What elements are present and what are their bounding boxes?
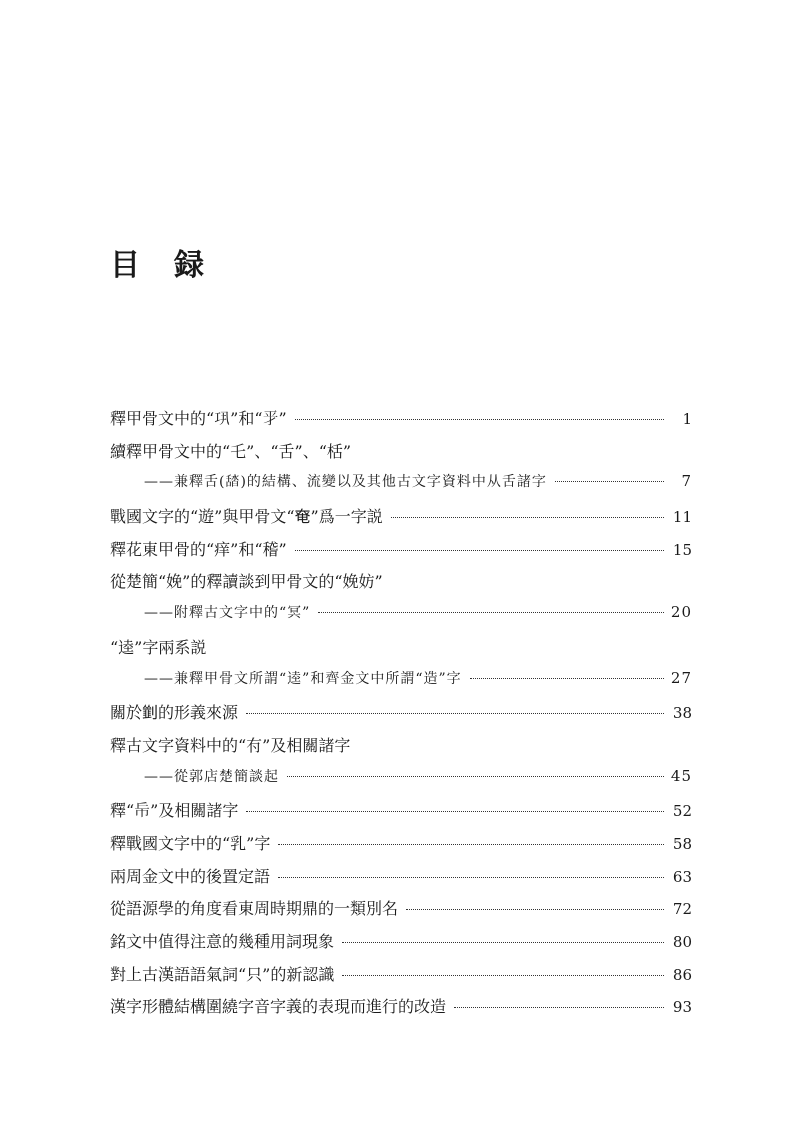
- leader-dots: [246, 811, 664, 812]
- leader-dots: [342, 975, 664, 976]
- toc-entry[interactable]: [110, 504, 692, 537]
- toc-entry-page: 11: [672, 508, 692, 527]
- leader-dots: [454, 1007, 664, 1008]
- toc-entry-title: ——從郭店楚簡談起: [144, 768, 279, 785]
- leader-dots: [342, 942, 664, 943]
- toc-entry-title: 釋古文字資料中的“𠕇”及相關諸字: [110, 735, 351, 755]
- leader-dots: [470, 678, 664, 679]
- toc-entry-title: 關於𠠃的形義來源: [110, 703, 239, 723]
- toc-subentry[interactable]: [110, 602, 692, 635]
- toc-entry-page: 72: [672, 900, 692, 919]
- toc-entry-title: ——兼釋舌(𦧟)的結構、流變以及其他古文字資料中从舌諸字: [144, 474, 547, 491]
- leader-dots: [295, 419, 664, 420]
- toc-entry-page: 15: [672, 540, 692, 559]
- toc-entry-title: 釋花東甲骨的“痒”和“稽”: [110, 539, 287, 559]
- toc-entry[interactable]: [110, 635, 692, 668]
- leader-dots: [406, 909, 664, 910]
- toc-entry-page: 93: [672, 998, 692, 1017]
- toc-entry-page: 45: [670, 766, 692, 785]
- toc-entry-title: 兩周金文中的後置定語: [110, 866, 271, 886]
- toc-entry[interactable]: [110, 896, 692, 929]
- toc-entry-page: 7: [681, 472, 692, 491]
- leader-dots: [295, 550, 664, 551]
- title-char-2: 録: [174, 248, 204, 283]
- toc-entry-page: 86: [672, 965, 692, 984]
- toc-entry-page: 1: [682, 410, 692, 428]
- toc-entry-page: 20: [670, 603, 692, 622]
- toc-entry-title: 從語源學的角度看東周時期鼎的一類別名: [110, 899, 399, 919]
- toc-entry[interactable]: [110, 864, 692, 897]
- toc-entry-title: 釋“𢁹”及相關諸字: [110, 801, 239, 821]
- toc-entry[interactable]: [110, 700, 692, 733]
- toc-entry-title: 釋甲骨文中的“𢀜”和“𢀝”: [110, 409, 287, 428]
- toc-entry-page: 27: [670, 668, 692, 687]
- toc-entry[interactable]: [110, 569, 692, 602]
- toc-subentry[interactable]: [110, 471, 692, 504]
- leader-dots: [555, 481, 664, 482]
- toc-entry[interactable]: [110, 798, 692, 831]
- table-of-contents: [110, 406, 692, 1027]
- toc-entry-page: 38: [672, 704, 692, 723]
- leader-dots: [278, 877, 664, 878]
- toc-entry-title: 戰國文字的“遊”與甲骨文“𡘤”爲一字説: [110, 507, 383, 527]
- leader-dots: [278, 844, 664, 845]
- toc-entry-title: 續釋甲骨文中的“乇”、“舌”、“栝”: [110, 441, 352, 461]
- toc-entry-title: 銘文中值得注意的幾種用詞現象: [110, 932, 335, 951]
- toc-entry[interactable]: [110, 439, 692, 472]
- toc-entry-title: 釋戰國文字中的“乳”字: [110, 833, 271, 853]
- leader-dots: [391, 517, 664, 518]
- toc-entry-page: 58: [672, 834, 692, 853]
- toc-entry-title: ——附釋古文字中的“冥”: [144, 605, 311, 622]
- toc-entry-title: 漢字形體結構圍繞字音字義的表現而進行的改造: [110, 997, 447, 1017]
- toc-entry-title: “逵”字兩系説: [110, 637, 207, 657]
- toc-entry[interactable]: [110, 537, 692, 570]
- toc-entry-page: 63: [672, 867, 692, 886]
- title-char-1: 目: [110, 248, 140, 283]
- toc-entry-page: 80: [672, 933, 692, 951]
- toc-entry[interactable]: [110, 406, 692, 439]
- toc-entry[interactable]: [110, 962, 692, 995]
- toc-entry-title: ——兼釋甲骨文所謂“逵”和齊金文中所謂“造”字: [144, 670, 462, 687]
- toc-entry[interactable]: [110, 929, 692, 962]
- toc-entry-title: 從楚簡“娩”的釋讀談到甲骨文的“娩妨”: [110, 572, 383, 592]
- toc-entry[interactable]: [110, 994, 692, 1027]
- leader-dots: [318, 612, 664, 613]
- toc-entry[interactable]: [110, 733, 692, 766]
- toc-subentry[interactable]: [110, 766, 692, 799]
- toc-entry-page: 52: [672, 802, 692, 821]
- toc-subentry[interactable]: [110, 668, 692, 701]
- page-title: [110, 240, 204, 284]
- toc-entry-title: 對上古漢語語氣詞“只”的新認識: [110, 964, 335, 984]
- toc-entry[interactable]: [110, 831, 692, 864]
- leader-dots: [287, 776, 664, 777]
- leader-dots: [246, 713, 664, 714]
